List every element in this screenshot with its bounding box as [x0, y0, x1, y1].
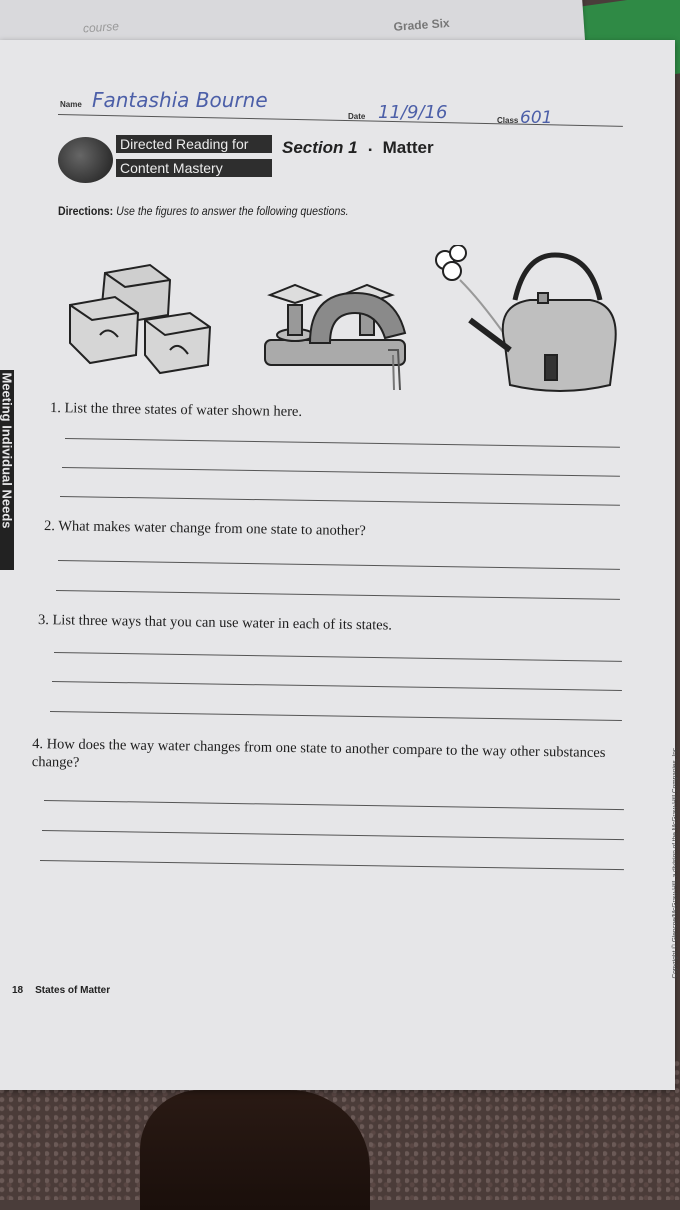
copyright-notice: Copyright © Glencoe/McGraw-Hill, a division of the McGraw-Hill Companies, Inc.	[671, 746, 679, 979]
directions	[58, 204, 349, 218]
answer-line[interactable]	[58, 560, 620, 570]
question-4-text: How does the way water changes from one state to another compare to the way other substances change?	[31, 736, 606, 771]
answer-line[interactable]	[60, 496, 620, 506]
back-sheet-scribble: course	[82, 19, 120, 36]
tea-kettle-figure	[436, 245, 616, 391]
date-value[interactable]: 11/9/16	[378, 102, 448, 123]
page-footer	[12, 985, 110, 996]
class-value[interactable]: 601	[520, 108, 553, 128]
question-3-number: 3.	[37, 612, 50, 629]
banner	[58, 135, 273, 185]
question-4	[32, 735, 617, 780]
section-number: Section 1	[282, 138, 358, 157]
side-tab-label: Meeting Individual Needs	[0, 372, 15, 529]
ice-cubes-figure	[70, 265, 210, 373]
class-label: Class	[497, 116, 519, 125]
directions-text: Use the figures to answer the following questions.	[116, 204, 349, 218]
answer-line[interactable]	[42, 830, 624, 840]
answer-line[interactable]	[54, 652, 622, 662]
answer-line[interactable]	[56, 590, 620, 600]
hand-shadow	[140, 1090, 370, 1210]
question-1	[50, 400, 302, 421]
section-separator: ▪	[368, 145, 372, 156]
worksheet-page	[0, 40, 679, 1090]
question-2-text: What makes water change from one state to another?	[58, 518, 366, 540]
question-3-text: List three ways that you can use water in each of its states.	[52, 612, 393, 634]
side-tab	[0, 370, 14, 570]
date-label: Date	[348, 112, 366, 121]
directions-label: Directions:	[58, 204, 114, 218]
answer-line[interactable]	[52, 681, 622, 691]
banner-circle-icon	[58, 137, 113, 183]
section-title	[282, 138, 434, 158]
answer-line[interactable]	[65, 438, 620, 448]
answer-line[interactable]	[40, 860, 624, 870]
banner-line2: Content Mastery	[116, 159, 272, 177]
figures	[60, 245, 620, 395]
answer-line[interactable]	[50, 711, 622, 721]
section-name: Matter	[382, 138, 434, 157]
footer-unit: States of Matter	[35, 985, 111, 996]
faucet-figure	[265, 285, 405, 390]
question-2	[44, 518, 366, 540]
name-value[interactable]: Fantashia Bourne	[92, 88, 268, 112]
question-2-number: 2.	[43, 518, 56, 535]
answer-line[interactable]	[44, 800, 624, 810]
banner-line1: Directed Reading for	[116, 135, 272, 153]
name-label: Name	[60, 100, 82, 109]
back-sheet-grade: Grade Six	[393, 15, 451, 34]
page-number: 18	[12, 985, 24, 996]
question-3	[38, 612, 392, 635]
answer-line[interactable]	[62, 467, 620, 477]
question-1-number: 1.	[49, 400, 62, 417]
question-1-text: List the three states of water shown here.	[64, 400, 303, 420]
question-4-number: 4.	[32, 736, 44, 753]
